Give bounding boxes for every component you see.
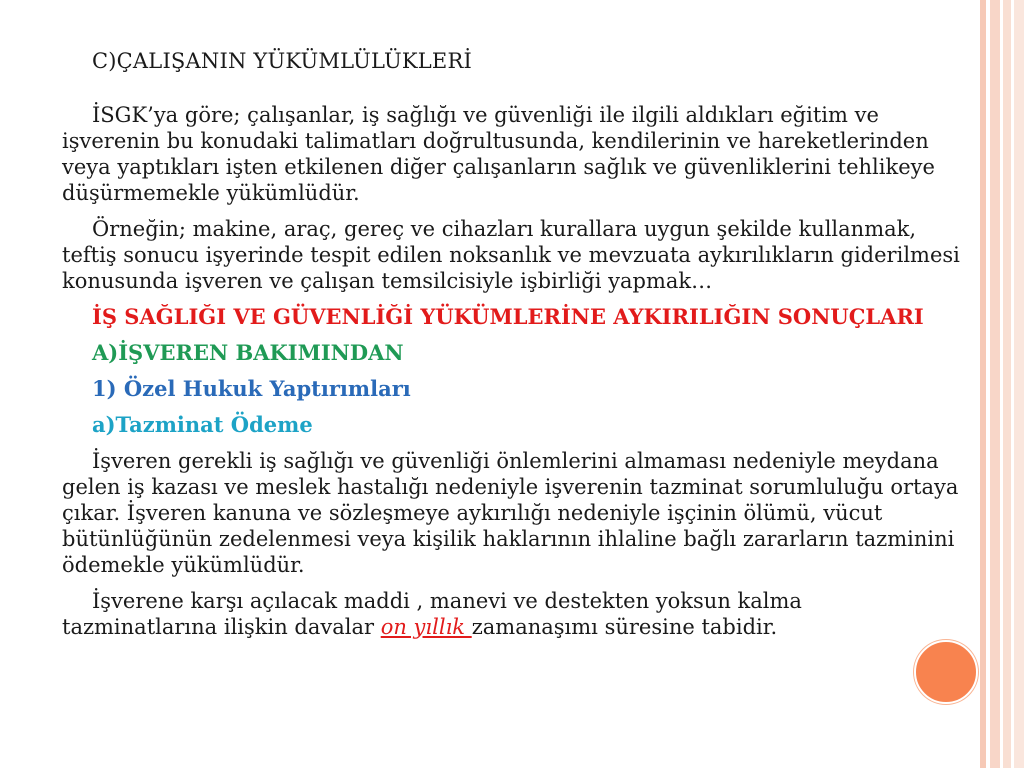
heading-consequences: İŞ SAĞLIĞI VE GÜVENLİĞİ YÜKÜMLERİNE AYKIRILIĞIN SONUÇLARI — [92, 304, 924, 329]
limitation-text-after: zamanaşımı süresine tabidir. — [471, 615, 778, 639]
decorative-stripe — [1003, 0, 1011, 768]
limitation-period-emphasis: on yıllık — [380, 615, 472, 639]
paragraph-example: Örneğin; makine, araç, gereç ve cihazları kurallara uygun şekilde kullanmak, teftiş sonucu işyerinde tespit edilen noksanlık ve mevzuata aykırılıkların giderilmesi konusunda işveren ve çalışan temsilcisiyle işbirliği yapmak… — [62, 217, 960, 293]
paragraph-liability: İşveren gerekli iş sağlığı ve güvenliği önlemlerini almaması nedeniyle meydana gelen iş kazası ve meslek hastalığı nedeniyle işverenin tazminat sorumluluğu ortaya çıkar. İşveren kanuna ve sözleşmeye aykırılığı nedeniyle işçinin ölümü, vücut bütünlüğünün zedelenmesi veya kişilik haklarının ihlaline bağlı zararların tazminini ödemekle yükümlüdür. — [62, 449, 959, 577]
decorative-stripe — [990, 0, 1000, 768]
slide-title: C)ÇALIŞANIN YÜKÜMLÜLÜKLERİ — [92, 49, 472, 73]
limitation-text-before: İşverene karşı açılacak maddi , manevi ve destekten yoksun kalma tazminatlarına ilişkin davalar — [62, 589, 802, 639]
decorative-stripe — [1014, 0, 1024, 768]
heading-private-law: 1) Özel Hukuk Yaptırımları — [92, 376, 411, 401]
paragraph-limitation — [62, 588, 962, 640]
slide-body — [62, 48, 962, 650]
heading-employer: A)İŞVEREN BAKIMINDAN — [92, 340, 404, 365]
heading-compensation: a)Tazminat Ödeme — [92, 412, 313, 437]
paragraph-isgk: İSGK’ya göre; çalışanlar, iş sağlığı ve güvenliği ile ilgili aldıkları eğitim ve işverenin bu konudaki talimatları doğrultusunda, kendilerinin ve hareketlerinden veya yaptıkları işten etkilenen diğer çalışanların sağlık ve güvenliklerini tehlikeye düşürmemekle yükümlüdür. — [62, 103, 935, 205]
